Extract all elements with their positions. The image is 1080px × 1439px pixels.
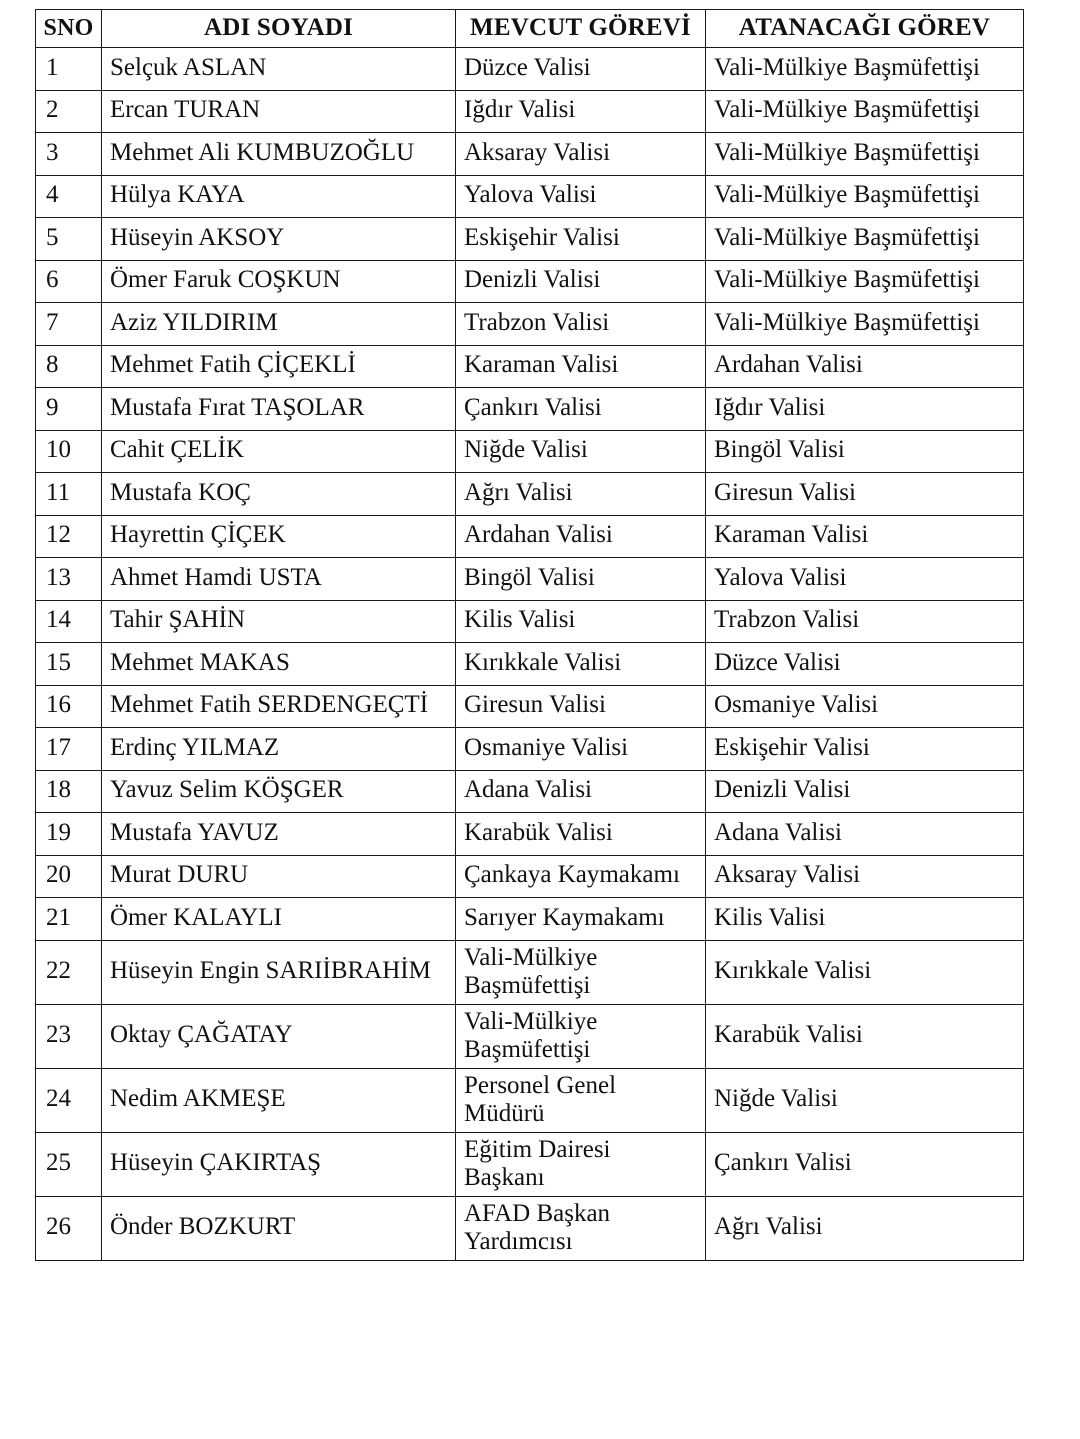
table-header	[36, 10, 1024, 48]
cell-current-position: Bingöl Valisi	[456, 558, 706, 601]
cell-current-position-line: Müdürü	[464, 1100, 545, 1127]
cell-new-position: Niğde Valisi	[706, 1068, 1024, 1132]
cell-sno: 10	[36, 430, 102, 473]
cell-sno: 7	[36, 303, 102, 346]
cell-sno: 21	[36, 898, 102, 941]
cell-current-position: Çankaya Kaymakamı	[456, 855, 706, 898]
table-row	[36, 515, 1024, 558]
table-row	[36, 473, 1024, 516]
cell-sno: 13	[36, 558, 102, 601]
cell-current-position: Giresun Valisi	[456, 685, 706, 728]
table-row	[36, 643, 1024, 686]
cell-current-position: Osmaniye Valisi	[456, 728, 706, 771]
cell-current-position: Trabzon Valisi	[456, 303, 706, 346]
cell-new-position: Vali-Mülkiye Başmüfettişi	[706, 260, 1024, 303]
cell-full-name: Hüseyin ÇAKIRTAŞ	[102, 1132, 456, 1196]
cell-full-name: Tahir ŞAHİN	[102, 600, 456, 643]
cell-current-position-line: Vali-Mülkiye	[464, 944, 598, 971]
cell-current-position-line: Başkanı	[464, 1164, 545, 1191]
cell-current-position: Karabük Valisi	[456, 813, 706, 856]
cell-full-name: Mustafa KOÇ	[102, 473, 456, 516]
cell-full-name: Hülya KAYA	[102, 175, 456, 218]
cell-full-name: Önder BOZKURT	[102, 1196, 456, 1260]
cell-current-position-line: Vali-Mülkiye	[464, 1008, 598, 1035]
cell-new-position: Iğdır Valisi	[706, 388, 1024, 431]
table-body	[36, 48, 1024, 1261]
table-row	[36, 1068, 1024, 1132]
cell-sno: 1	[36, 48, 102, 91]
cell-current-position: Niğde Valisi	[456, 430, 706, 473]
cell-new-position: Karaman Valisi	[706, 515, 1024, 558]
cell-new-position: Trabzon Valisi	[706, 600, 1024, 643]
table-row	[36, 770, 1024, 813]
cell-sno: 20	[36, 855, 102, 898]
cell-full-name: Mehmet Fatih SERDENGEÇTİ	[102, 685, 456, 728]
cell-full-name: Mehmet Fatih ÇİÇEKLİ	[102, 345, 456, 388]
cell-sno: 2	[36, 90, 102, 133]
table-row	[36, 260, 1024, 303]
cell-new-position: Vali-Mülkiye Başmüfettişi	[706, 218, 1024, 261]
cell-new-position: Vali-Mülkiye Başmüfettişi	[706, 175, 1024, 218]
table-row	[36, 600, 1024, 643]
column-header-new-position: ATANACAĞI GÖREV	[706, 10, 1024, 48]
table-row	[36, 430, 1024, 473]
cell-new-position: Düzce Valisi	[706, 643, 1024, 686]
table-row	[36, 1196, 1024, 1260]
cell-current-position-line: Eğitim Dairesi	[464, 1136, 611, 1163]
cell-full-name: Erdinç YILMAZ	[102, 728, 456, 771]
cell-current-position: Ağrı Valisi	[456, 473, 706, 516]
cell-full-name: Hayrettin ÇİÇEK	[102, 515, 456, 558]
cell-new-position: Adana Valisi	[706, 813, 1024, 856]
cell-current-position: Adana Valisi	[456, 770, 706, 813]
cell-new-position: Giresun Valisi	[706, 473, 1024, 516]
table-header-row	[36, 10, 1024, 48]
table-row	[36, 728, 1024, 771]
cell-sno: 14	[36, 600, 102, 643]
cell-full-name: Ahmet Hamdi USTA	[102, 558, 456, 601]
cell-full-name: Mustafa Fırat TAŞOLAR	[102, 388, 456, 431]
table-row	[36, 303, 1024, 346]
cell-sno: 9	[36, 388, 102, 431]
cell-current-position: Karaman Valisi	[456, 345, 706, 388]
cell-current-position: Kilis Valisi	[456, 600, 706, 643]
cell-sno: 6	[36, 260, 102, 303]
cell-full-name: Yavuz Selim KÖŞGER	[102, 770, 456, 813]
cell-current-position-line: Personel Genel	[464, 1072, 617, 1099]
cell-current-position-line: AFAD Başkan	[464, 1200, 611, 1227]
cell-new-position: Karabük Valisi	[706, 1004, 1024, 1068]
column-header-current-position: MEVCUT GÖREVİ	[456, 10, 706, 48]
cell-sno: 23	[36, 1004, 102, 1068]
cell-sno: 17	[36, 728, 102, 771]
cell-full-name: Hüseyin Engin SARIİBRAHİM	[102, 940, 456, 1004]
cell-new-position: Vali-Mülkiye Başmüfettişi	[706, 133, 1024, 176]
cell-new-position: Eskişehir Valisi	[706, 728, 1024, 771]
table-row	[36, 1132, 1024, 1196]
cell-full-name: Ömer KALAYLI	[102, 898, 456, 941]
cell-current-position	[456, 1068, 706, 1132]
cell-current-position: Sarıyer Kaymakamı	[456, 898, 706, 941]
cell-sno: 26	[36, 1196, 102, 1260]
cell-current-position: Iğdır Valisi	[456, 90, 706, 133]
appointments-table	[35, 9, 1024, 1261]
cell-new-position: Denizli Valisi	[706, 770, 1024, 813]
cell-sno: 12	[36, 515, 102, 558]
cell-new-position: Ardahan Valisi	[706, 345, 1024, 388]
cell-sno: 18	[36, 770, 102, 813]
cell-sno: 5	[36, 218, 102, 261]
cell-current-position-line: Yardımcısı	[464, 1228, 573, 1255]
table-row	[36, 685, 1024, 728]
cell-new-position: Vali-Mülkiye Başmüfettişi	[706, 303, 1024, 346]
cell-full-name: Murat DURU	[102, 855, 456, 898]
table-row	[36, 898, 1024, 941]
table-row	[36, 940, 1024, 1004]
cell-full-name: Ercan TURAN	[102, 90, 456, 133]
cell-new-position: Vali-Mülkiye Başmüfettişi	[706, 90, 1024, 133]
cell-current-position: Denizli Valisi	[456, 260, 706, 303]
cell-full-name: Oktay ÇAĞATAY	[102, 1004, 456, 1068]
cell-new-position: Aksaray Valisi	[706, 855, 1024, 898]
cell-sno: 11	[36, 473, 102, 516]
cell-sno: 16	[36, 685, 102, 728]
table-row	[36, 1004, 1024, 1068]
table-row	[36, 133, 1024, 176]
cell-full-name: Ömer Faruk COŞKUN	[102, 260, 456, 303]
cell-new-position: Ağrı Valisi	[706, 1196, 1024, 1260]
cell-new-position: Bingöl Valisi	[706, 430, 1024, 473]
cell-new-position: Osmaniye Valisi	[706, 685, 1024, 728]
column-header-sno: SNO	[36, 10, 102, 48]
cell-new-position: Çankırı Valisi	[706, 1132, 1024, 1196]
cell-full-name: Nedim AKMEŞE	[102, 1068, 456, 1132]
cell-full-name: Hüseyin AKSOY	[102, 218, 456, 261]
cell-sno: 4	[36, 175, 102, 218]
cell-current-position: Ardahan Valisi	[456, 515, 706, 558]
cell-full-name: Mehmet MAKAS	[102, 643, 456, 686]
cell-current-position: Eskişehir Valisi	[456, 218, 706, 261]
cell-current-position: Çankırı Valisi	[456, 388, 706, 431]
cell-current-position-line: Başmüfettişi	[464, 1036, 591, 1063]
cell-current-position: Yalova Valisi	[456, 175, 706, 218]
table-row	[36, 388, 1024, 431]
column-header-name: ADI SOYADI	[102, 10, 456, 48]
cell-new-position: Vali-Mülkiye Başmüfettişi	[706, 48, 1024, 91]
table-row	[36, 175, 1024, 218]
cell-current-position	[456, 940, 706, 1004]
cell-current-position: Kırıkkale Valisi	[456, 643, 706, 686]
cell-sno: 22	[36, 940, 102, 1004]
cell-full-name: Mustafa YAVUZ	[102, 813, 456, 856]
cell-current-position	[456, 1196, 706, 1260]
cell-current-position	[456, 1132, 706, 1196]
cell-current-position	[456, 1004, 706, 1068]
cell-full-name: Cahit ÇELİK	[102, 430, 456, 473]
cell-new-position: Kilis Valisi	[706, 898, 1024, 941]
cell-current-position: Aksaray Valisi	[456, 133, 706, 176]
cell-current-position: Düzce Valisi	[456, 48, 706, 91]
table-row	[36, 218, 1024, 261]
cell-full-name: Mehmet Ali KUMBUZOĞLU	[102, 133, 456, 176]
cell-sno: 3	[36, 133, 102, 176]
cell-full-name: Aziz YILDIRIM	[102, 303, 456, 346]
cell-sno: 25	[36, 1132, 102, 1196]
table-row	[36, 558, 1024, 601]
cell-full-name: Selçuk ASLAN	[102, 48, 456, 91]
table-row	[36, 855, 1024, 898]
table-row	[36, 90, 1024, 133]
table-row	[36, 48, 1024, 91]
cell-sno: 15	[36, 643, 102, 686]
table-row	[36, 345, 1024, 388]
table-row	[36, 813, 1024, 856]
cell-sno: 24	[36, 1068, 102, 1132]
cell-sno: 8	[36, 345, 102, 388]
cell-new-position: Kırıkkale Valisi	[706, 940, 1024, 1004]
cell-sno: 19	[36, 813, 102, 856]
cell-current-position-line: Başmüfettişi	[464, 972, 591, 999]
cell-new-position: Yalova Valisi	[706, 558, 1024, 601]
